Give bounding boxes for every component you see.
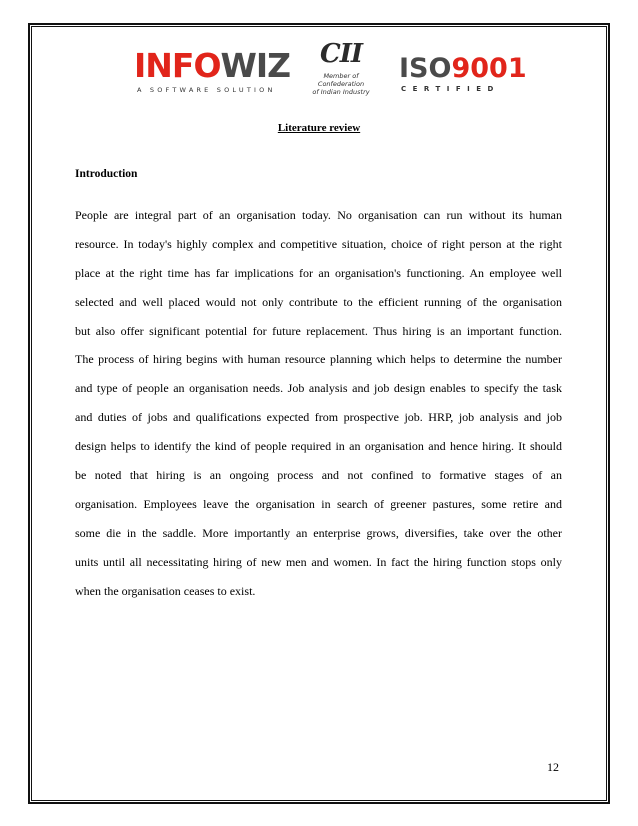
paragraph-line: place at the right time has far implications for an organisation's functioning. An employee well	[75, 265, 562, 280]
paragraph-line: when the organisation ceases to exist.	[75, 583, 256, 598]
paragraph-line: and type of people an organisation needs. Job analysis and job design enables to specify the task	[75, 381, 562, 396]
body-paragraph	[75, 201, 562, 605]
infowiz-word-info: INFO	[134, 46, 221, 85]
paragraph-line: People are integral part of an organisation today. No organisation can run without its human	[75, 208, 562, 222]
paragraph-line: resource. In today's highly complex and competitive situation, choice of right person at the right	[75, 236, 562, 251]
infowiz-wordmark	[134, 46, 290, 86]
cii-logo	[302, 40, 380, 100]
page-title: Literature review	[277, 122, 361, 134]
iso-word-number: 9001	[451, 53, 527, 84]
cii-caption	[302, 72, 380, 96]
paragraph-line: design helps to identify the kind of people required in an organisation and hence hiring. It should	[75, 439, 562, 454]
iso-certified-label: CERTIFIED	[401, 85, 500, 93]
section-heading: Introduction	[75, 168, 138, 180]
infowiz-word-wiz: WIZ	[220, 46, 291, 85]
cii-caption-line1: Member of Confederation	[317, 72, 365, 88]
paragraph-line: but also offer significant potential for future replacement. Thus hiring is an important function.	[75, 323, 562, 338]
paragraph-line: selected and well placed would not only contribute to the efficient running of the organisation	[75, 294, 562, 309]
paragraph-line: The process of hiring begins with human resource planning which helps to determine the number	[75, 352, 562, 367]
iso-wordmark	[399, 54, 527, 84]
page-number: 12	[547, 760, 559, 774]
header-logos	[134, 39, 527, 102]
paragraph-line: organisation. Employees leave the organisation in search of greener pastures, some retire and	[75, 496, 562, 511]
cii-caption-line2: of Indian Industry	[312, 88, 370, 96]
cii-mark: CII	[320, 39, 363, 69]
paragraph-line: some die in the saddle. More importantly an enterprise grows, diversifies, take over the other	[75, 525, 562, 540]
paragraph-line: and duties of jobs and qualifications expected from prospective job. HRP, job analysis and job	[75, 410, 562, 425]
paragraph-line: units until all necessitating hiring of new men and women. In fact the hiring function stops only	[75, 554, 562, 569]
infowiz-logo	[134, 46, 291, 96]
iso-word-iso: ISO	[399, 53, 452, 84]
infowiz-tagline: A SOFTWARE SOLUTION	[137, 86, 276, 94]
paragraph-line: be noted that hiring is an ongoing process and not confined to formative stages of an	[75, 468, 562, 483]
iso-logo	[399, 53, 527, 98]
